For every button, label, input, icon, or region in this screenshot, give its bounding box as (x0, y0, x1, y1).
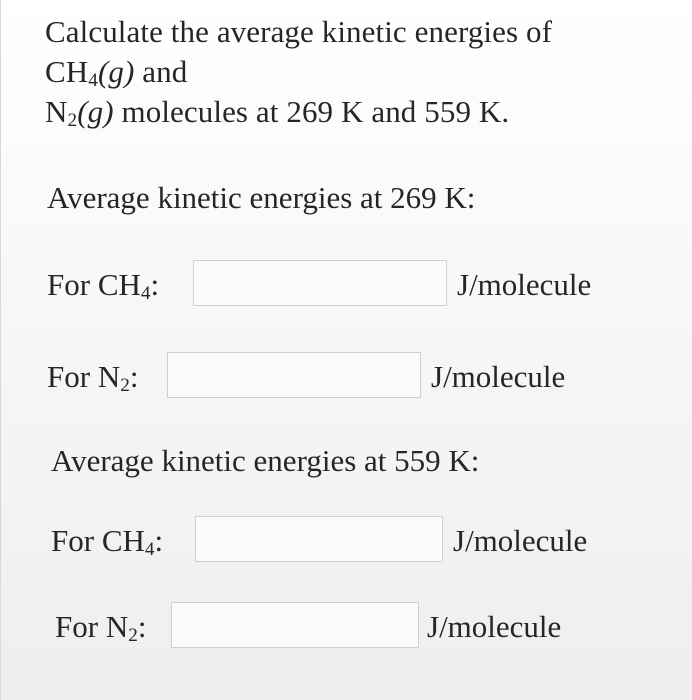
unit-label-n2-269k: J/molecule (431, 359, 566, 394)
methane-phase: (g) (97, 54, 135, 89)
question-line-3 (45, 92, 552, 132)
nitrogen-phase: (g) (77, 94, 114, 129)
question-line-1: Calculate the average kinetic energies of (45, 14, 553, 49)
answer-row-n2-269k (47, 352, 667, 402)
section-heading-559k: Average kinetic energies at 559 K: (51, 443, 480, 478)
question-line-2-rest: and (134, 54, 188, 89)
answer-row-n2-559k (55, 602, 675, 652)
nitrogen-formula: N (45, 94, 68, 129)
methane-formula: CH (45, 54, 89, 89)
label-suffix: : (137, 609, 147, 644)
question-line-2 (45, 52, 552, 92)
label-prefix: For CH (51, 523, 145, 558)
n2-559k-input[interactable] (171, 602, 419, 648)
methane-subscript: 4 (88, 70, 98, 92)
answer-row-ch4-559k (51, 516, 671, 566)
ch4-559k-input[interactable] (195, 516, 443, 562)
label-subscript: 4 (140, 283, 151, 305)
unit-label-ch4-559k: J/molecule (453, 523, 588, 558)
label-prefix: For CH (47, 267, 141, 302)
label-suffix: : (129, 359, 139, 394)
answer-label-n2-559k (55, 608, 146, 646)
section-heading-269k: Average kinetic energies at 269 K: (47, 180, 476, 215)
question-line-3-rest: molecules at 269 K and 559 K. (113, 94, 510, 129)
label-prefix: For N (47, 359, 121, 394)
answer-label-ch4-269k (47, 266, 159, 304)
question-text (45, 12, 552, 132)
label-prefix: For N (55, 609, 129, 644)
ch4-269k-input[interactable] (193, 260, 447, 306)
answer-row-ch4-269k (47, 260, 667, 310)
label-suffix: : (154, 523, 164, 558)
label-suffix: : (150, 267, 160, 302)
label-subscript: 2 (120, 375, 130, 397)
nitrogen-subscript: 2 (67, 110, 78, 132)
n2-269k-input[interactable] (167, 352, 421, 398)
label-subscript: 4 (144, 539, 155, 561)
unit-label-ch4-269k: J/molecule (457, 267, 592, 302)
answer-label-ch4-559k (51, 522, 163, 560)
label-subscript: 2 (128, 625, 138, 647)
unit-label-n2-559k: J/molecule (427, 609, 562, 644)
answer-label-n2-269k (47, 358, 138, 396)
